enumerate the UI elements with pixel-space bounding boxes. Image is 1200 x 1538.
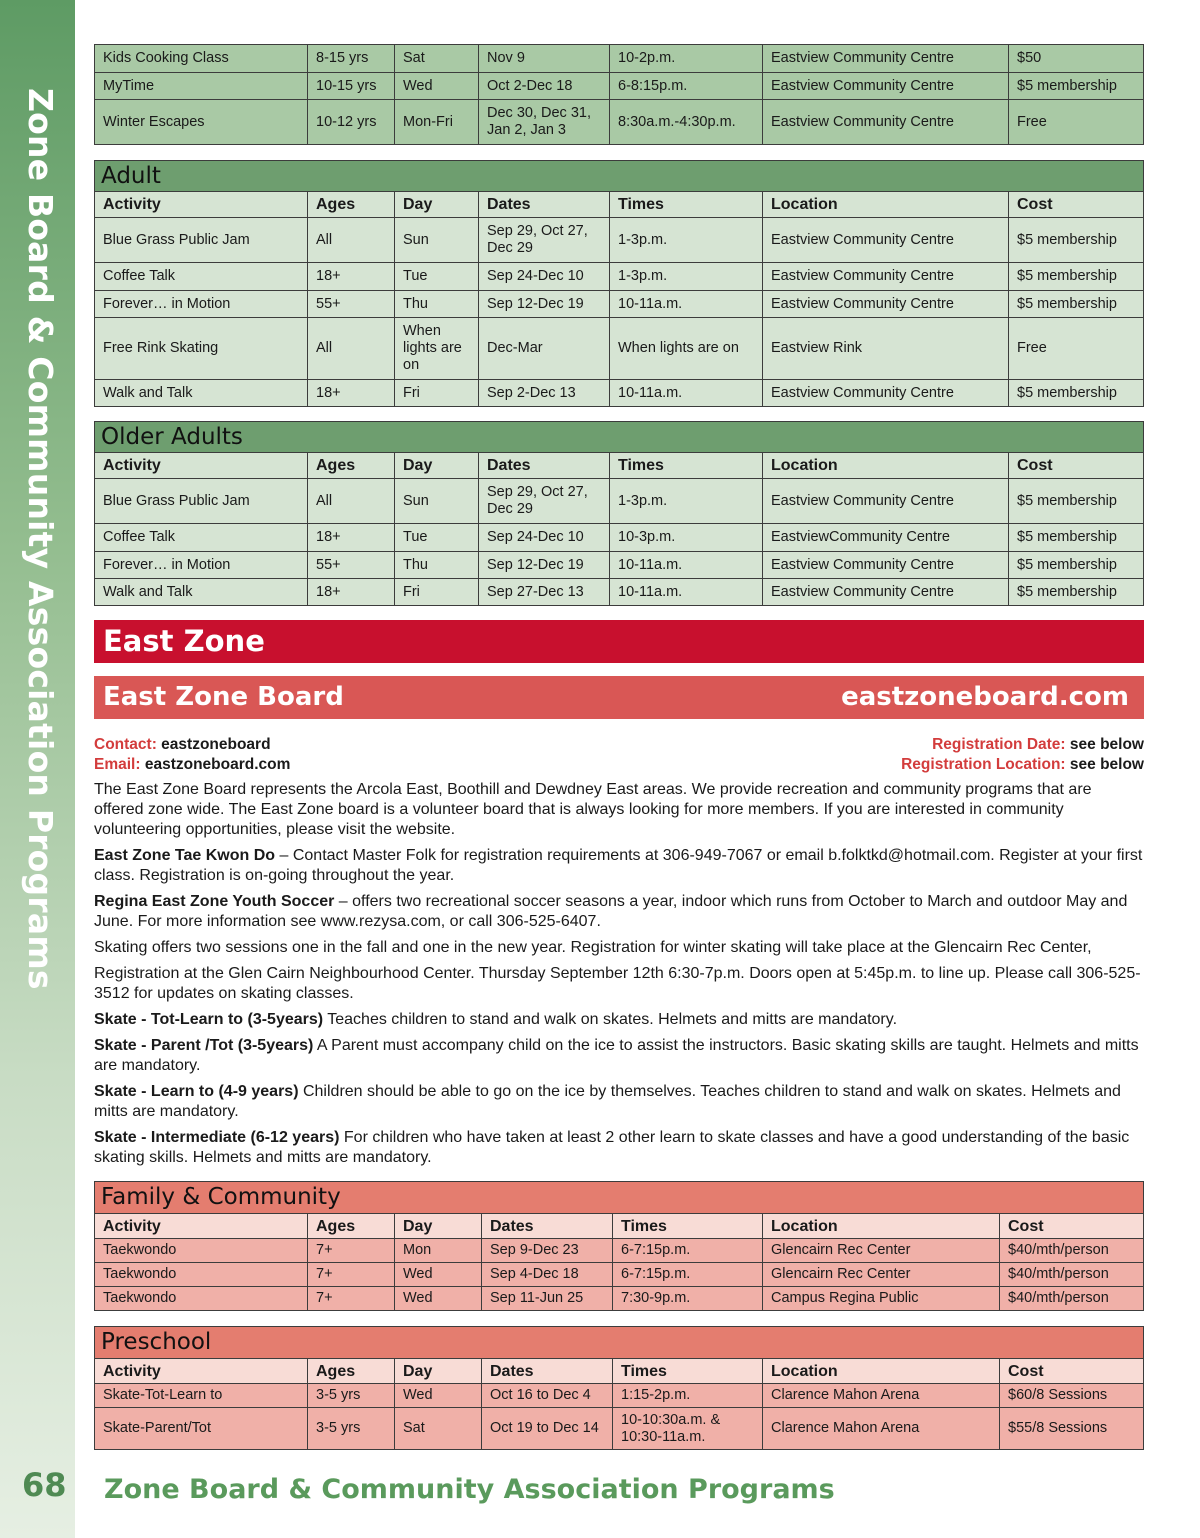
skate-learn-title: Skate - Learn to (4-9 years) bbox=[94, 1083, 299, 1100]
table-cell: $5 membership bbox=[1009, 218, 1144, 263]
table-cell: 7+ bbox=[308, 1239, 395, 1263]
reg-date-label: Registration Date: bbox=[932, 736, 1066, 753]
column-header: Times bbox=[610, 453, 763, 479]
board-name: East Zone Board bbox=[103, 682, 344, 712]
skate-parent-paragraph bbox=[94, 1036, 1144, 1076]
table-cell: Tue bbox=[395, 263, 479, 291]
skating-paragraph-2: Registration at the Glen Cairn Neighbourhood Center. Thursday September 12th 6:30-7p.m. Doors open at 5:45p.m. to line up. Please call 306-525-3512 for updates on skating classes. bbox=[94, 965, 1141, 1002]
tkd-text: – Contact Master Folk for registration requirements at 306-949-7067 or email b.folktkd@hotmail.com. Register at your first class. Registration is on-going throughout the year. bbox=[94, 847, 1143, 884]
table-row bbox=[95, 100, 1144, 145]
table-cell: When lights are on bbox=[395, 318, 479, 380]
preschool-table bbox=[94, 1326, 1144, 1450]
table-cell: Dec 30, Dec 31, Jan 2, Jan 3 bbox=[479, 100, 610, 145]
table-cell: Thu bbox=[395, 291, 479, 318]
family-section-title: Family & Community bbox=[95, 1182, 1144, 1214]
table-cell: Forever… in Motion bbox=[95, 291, 308, 318]
column-header: Day bbox=[395, 192, 479, 218]
table-cell: All bbox=[308, 479, 395, 524]
table-cell: 7:30-9p.m. bbox=[613, 1287, 763, 1311]
column-header: Activity bbox=[95, 192, 308, 218]
table-cell: Clarence Mahon Arena bbox=[763, 1384, 1000, 1408]
skate-learn-text: Children should be able to go on the ice by themselves. Teaches children to stand and walk on skates. Helmets and mitts are mandatory. bbox=[94, 1083, 1121, 1120]
table-cell: $40/mth/person bbox=[1000, 1287, 1144, 1311]
table-cell: Taekwondo bbox=[95, 1287, 308, 1311]
table-cell: Sep 2-Dec 13 bbox=[479, 380, 610, 407]
skate-tot-title: Skate - Tot-Learn to (3-5years) bbox=[94, 1011, 324, 1028]
table-cell: Skate-Parent/Tot bbox=[95, 1408, 308, 1450]
column-header: Location bbox=[763, 1359, 1000, 1384]
column-header: Location bbox=[763, 1214, 1000, 1239]
table-cell: Wed bbox=[395, 1263, 482, 1287]
registration-info bbox=[901, 735, 1144, 775]
table-cell: Kids Cooking Class bbox=[95, 45, 308, 73]
table-cell: 7+ bbox=[308, 1263, 395, 1287]
contact-label: Contact: bbox=[94, 736, 157, 753]
skate-intermediate-text: For children who have taken at least 2 other learn to skate classes and have a good understanding of the basic skating skills. Helmets and mitts are mandatory. bbox=[94, 1129, 1130, 1166]
table-cell: 1-3p.m. bbox=[610, 263, 763, 291]
table-cell: 55+ bbox=[308, 552, 395, 579]
table-cell: Sat bbox=[395, 45, 479, 73]
table-cell: Eastview Community Centre bbox=[763, 291, 1009, 318]
table-cell: 8-15 yrs bbox=[308, 45, 395, 73]
table-cell: Wed bbox=[395, 1384, 482, 1408]
column-header: Ages bbox=[308, 192, 395, 218]
table-cell: Sep 12-Dec 19 bbox=[479, 291, 610, 318]
table-cell: Sep 12-Dec 19 bbox=[479, 552, 610, 579]
column-header: Dates bbox=[482, 1214, 613, 1239]
table-cell: Sep 24-Dec 10 bbox=[479, 263, 610, 291]
table-cell: EastviewCommunity Centre bbox=[763, 524, 1009, 552]
page-number: 68 bbox=[22, 1466, 67, 1504]
soccer-text: – offers two recreational soccer seasons a year, indoor which runs from October to March and outdoor May and June. For more information see www.rezysa.com, or call 306-525-6407. bbox=[94, 893, 1128, 930]
table-cell: Sep 9-Dec 23 bbox=[482, 1239, 613, 1263]
table-row bbox=[95, 552, 1144, 579]
reg-location-label: Registration Location: bbox=[901, 756, 1066, 773]
east-zone-banner: East Zone bbox=[94, 620, 1144, 663]
table-cell: 7+ bbox=[308, 1287, 395, 1311]
column-header: Activity bbox=[95, 1359, 308, 1384]
table-cell: All bbox=[308, 218, 395, 263]
table-row bbox=[95, 579, 1144, 606]
intro-paragraph: The East Zone Board represents the Arcola East, Boothill and Dewdney East areas. We provide recreation and community programs that are offered zone wide. The East Zone board is a volunteer board that is always looking for more members. If you are interested in community volunteering opportunities, please visit the website. bbox=[94, 781, 1092, 838]
table-cell: 10-11a.m. bbox=[610, 552, 763, 579]
column-header: Day bbox=[395, 1359, 482, 1384]
column-header: Dates bbox=[482, 1359, 613, 1384]
table-cell: Thu bbox=[395, 552, 479, 579]
table-cell: $5 membership bbox=[1009, 552, 1144, 579]
adult-table bbox=[94, 160, 1144, 407]
table-cell: Eastview Community Centre bbox=[763, 45, 1009, 73]
table-cell: Coffee Talk bbox=[95, 524, 308, 552]
table-cell: Wed bbox=[395, 73, 479, 100]
table-cell: $5 membership bbox=[1009, 579, 1144, 606]
column-header: Dates bbox=[479, 192, 610, 218]
family-header-row bbox=[95, 1214, 1144, 1239]
column-header: Cost bbox=[1009, 453, 1144, 479]
table-row bbox=[95, 1384, 1144, 1408]
table-cell: Winter Escapes bbox=[95, 100, 308, 145]
table-cell: Taekwondo bbox=[95, 1263, 308, 1287]
column-header: Activity bbox=[95, 1214, 308, 1239]
adult-header-row bbox=[95, 192, 1144, 218]
table-cell: 1-3p.m. bbox=[610, 479, 763, 524]
table-cell: Free bbox=[1009, 100, 1144, 145]
table-cell: Fri bbox=[395, 380, 479, 407]
east-zone-description bbox=[94, 780, 1144, 1174]
table-cell: $5 membership bbox=[1009, 380, 1144, 407]
skate-intermediate-title: Skate - Intermediate (6-12 years) bbox=[94, 1129, 340, 1146]
footer-title: Zone Board & Community Association Programs bbox=[104, 1474, 835, 1505]
table-cell: 10-3p.m. bbox=[610, 524, 763, 552]
table-cell: Eastview Community Centre bbox=[763, 73, 1009, 100]
skate-intermediate-paragraph bbox=[94, 1128, 1144, 1168]
contact-info bbox=[94, 735, 290, 775]
preschool-header-row bbox=[95, 1359, 1144, 1384]
table-cell: 3-5 yrs bbox=[308, 1408, 395, 1450]
reg-date-value: see below bbox=[1069, 736, 1144, 753]
table-cell: $5 membership bbox=[1009, 73, 1144, 100]
column-header: Activity bbox=[95, 453, 308, 479]
table-cell: Wed bbox=[395, 1287, 482, 1311]
table-cell: Mon-Fri bbox=[395, 100, 479, 145]
column-header: Cost bbox=[1009, 192, 1144, 218]
column-header: Ages bbox=[308, 1214, 395, 1239]
column-header: Location bbox=[763, 453, 1009, 479]
table-cell: MyTime bbox=[95, 73, 308, 100]
table-cell: Oct 16 to Dec 4 bbox=[482, 1384, 613, 1408]
skate-learn-paragraph bbox=[94, 1082, 1144, 1122]
table-row bbox=[95, 380, 1144, 407]
table-cell: 6-7:15p.m. bbox=[613, 1263, 763, 1287]
table-cell: $5 membership bbox=[1009, 479, 1144, 524]
table-cell: Glencairn Rec Center bbox=[763, 1239, 1000, 1263]
table-cell: Sat bbox=[395, 1408, 482, 1450]
preschool-section-title: Preschool bbox=[95, 1327, 1144, 1359]
table-row bbox=[95, 479, 1144, 524]
reg-location-value: see below bbox=[1069, 756, 1144, 773]
email-value[interactable]: eastzoneboard.com bbox=[144, 756, 291, 773]
table-cell: Dec-Mar bbox=[479, 318, 610, 380]
table-cell: Free Rink Skating bbox=[95, 318, 308, 380]
column-header: Ages bbox=[308, 1359, 395, 1384]
table-cell: Tue bbox=[395, 524, 479, 552]
table-row bbox=[95, 524, 1144, 552]
table-cell: Sep 29, Oct 27, Dec 29 bbox=[479, 479, 610, 524]
table-row bbox=[95, 73, 1144, 100]
table-row bbox=[95, 1287, 1144, 1311]
skate-tot-paragraph bbox=[94, 1010, 1144, 1030]
table-cell: Eastview Community Centre bbox=[763, 100, 1009, 145]
adult-section-title: Adult bbox=[95, 161, 1144, 192]
table-cell: Free bbox=[1009, 318, 1144, 380]
table-cell: Eastview Community Centre bbox=[763, 579, 1009, 606]
table-row bbox=[95, 291, 1144, 318]
table-cell: Glencairn Rec Center bbox=[763, 1263, 1000, 1287]
table-cell: $40/mth/person bbox=[1000, 1239, 1144, 1263]
table-row bbox=[95, 1239, 1144, 1263]
table-cell: Eastview Community Centre bbox=[763, 479, 1009, 524]
tkd-paragraph bbox=[94, 846, 1144, 886]
table-cell: 6-7:15p.m. bbox=[613, 1239, 763, 1263]
table-cell: 10-12 yrs bbox=[308, 100, 395, 145]
table-cell: Oct 19 to Dec 14 bbox=[482, 1408, 613, 1450]
table-cell: 1:15-2p.m. bbox=[613, 1384, 763, 1408]
table-cell: 10-11a.m. bbox=[610, 579, 763, 606]
table-cell: 10-11a.m. bbox=[610, 380, 763, 407]
table-cell: 10-10:30a.m. & 10:30-11a.m. bbox=[613, 1408, 763, 1450]
column-header: Ages bbox=[308, 453, 395, 479]
table-cell: Clarence Mahon Arena bbox=[763, 1408, 1000, 1450]
table-cell: Sep 29, Oct 27, Dec 29 bbox=[479, 218, 610, 263]
table-cell: 8:30a.m.-4:30p.m. bbox=[610, 100, 763, 145]
table-row bbox=[95, 1408, 1144, 1450]
table-cell: Eastview Community Centre bbox=[763, 263, 1009, 291]
table-cell: Fri bbox=[395, 579, 479, 606]
table-cell: $5 membership bbox=[1009, 263, 1144, 291]
table-cell: $60/8 Sessions bbox=[1000, 1384, 1144, 1408]
table-row bbox=[95, 45, 1144, 73]
table-cell: Sep 4-Dec 18 bbox=[482, 1263, 613, 1287]
table-row bbox=[95, 1263, 1144, 1287]
table-cell: Blue Grass Public Jam bbox=[95, 218, 308, 263]
table-cell: 18+ bbox=[308, 579, 395, 606]
family-community-table bbox=[94, 1181, 1144, 1311]
soccer-paragraph bbox=[94, 892, 1144, 932]
table-cell: Taekwondo bbox=[95, 1239, 308, 1263]
skate-parent-text: A Parent must accompany child on the ice to assist the instructors. Basic skating skills are taught. Helmets and mitts are mandatory. bbox=[94, 1037, 1139, 1074]
email-label: Email: bbox=[94, 756, 141, 773]
column-header: Cost bbox=[1000, 1359, 1144, 1384]
table-cell: 10-2p.m. bbox=[610, 45, 763, 73]
column-header: Day bbox=[395, 1214, 482, 1239]
column-header: Times bbox=[613, 1359, 763, 1384]
side-title: Zone Board & Community Association Programs bbox=[21, 88, 60, 990]
tkd-title: East Zone Tae Kwon Do bbox=[94, 847, 276, 864]
table-cell: $40/mth/person bbox=[1000, 1263, 1144, 1287]
table-cell: Blue Grass Public Jam bbox=[95, 479, 308, 524]
table-cell: When lights are on bbox=[610, 318, 763, 380]
table-cell: Sep 24-Dec 10 bbox=[479, 524, 610, 552]
table-row bbox=[95, 318, 1144, 380]
table-cell: Eastview Rink bbox=[763, 318, 1009, 380]
table-cell: Eastview Community Centre bbox=[763, 552, 1009, 579]
table-cell: Forever… in Motion bbox=[95, 552, 308, 579]
table-cell: Sun bbox=[395, 218, 479, 263]
table-cell: All bbox=[308, 318, 395, 380]
table-cell: 1-3p.m. bbox=[610, 218, 763, 263]
board-url-link[interactable]: eastzoneboard.com bbox=[841, 682, 1129, 712]
table-cell: Coffee Talk bbox=[95, 263, 308, 291]
table-cell: $5 membership bbox=[1009, 291, 1144, 318]
column-header: Times bbox=[613, 1214, 763, 1239]
table-cell: Oct 2-Dec 18 bbox=[479, 73, 610, 100]
table-cell: Eastview Community Centre bbox=[763, 380, 1009, 407]
table-cell: Sep 11-Jun 25 bbox=[482, 1287, 613, 1311]
table-cell: Campus Regina Public bbox=[763, 1287, 1000, 1311]
youth-table bbox=[94, 44, 1144, 145]
table-cell: Walk and Talk bbox=[95, 579, 308, 606]
table-cell: Eastview Community Centre bbox=[763, 218, 1009, 263]
table-cell: Skate-Tot-Learn to bbox=[95, 1384, 308, 1408]
table-cell: 18+ bbox=[308, 380, 395, 407]
skating-paragraph-1: Skating offers two sessions one in the fall and one in the new year. Registration for winter skating will take place at the Glencairn Rec Center, bbox=[94, 939, 1092, 956]
table-cell: Walk and Talk bbox=[95, 380, 308, 407]
table-cell: 3-5 yrs bbox=[308, 1384, 395, 1408]
table-row bbox=[95, 263, 1144, 291]
older-adults-header-row bbox=[95, 453, 1144, 479]
table-cell: 10-11a.m. bbox=[610, 291, 763, 318]
table-cell: $5 membership bbox=[1009, 524, 1144, 552]
older-adults-section-title: Older Adults bbox=[95, 422, 1144, 453]
skate-parent-title: Skate - Parent /Tot (3-5years) bbox=[94, 1037, 314, 1054]
table-cell: 18+ bbox=[308, 524, 395, 552]
table-cell: $50 bbox=[1009, 45, 1144, 73]
table-cell: Sun bbox=[395, 479, 479, 524]
older-adults-table bbox=[94, 421, 1144, 606]
table-cell: 18+ bbox=[308, 263, 395, 291]
table-row bbox=[95, 218, 1144, 263]
east-zone-board-banner bbox=[94, 676, 1144, 719]
skate-tot-text: Teaches children to stand and walk on skates. Helmets and mitts are mandatory. bbox=[323, 1011, 898, 1028]
contact-value: eastzoneboard bbox=[161, 736, 271, 753]
column-header: Dates bbox=[479, 453, 610, 479]
column-header: Day bbox=[395, 453, 479, 479]
table-cell: Mon bbox=[395, 1239, 482, 1263]
table-cell: Nov 9 bbox=[479, 45, 610, 73]
table-cell: 6-8:15p.m. bbox=[610, 73, 763, 100]
table-cell: 55+ bbox=[308, 291, 395, 318]
column-header: Cost bbox=[1000, 1214, 1144, 1239]
column-header: Location bbox=[763, 192, 1009, 218]
column-header: Times bbox=[610, 192, 763, 218]
table-cell: $55/8 Sessions bbox=[1000, 1408, 1144, 1450]
soccer-title: Regina East Zone Youth Soccer bbox=[94, 893, 335, 910]
table-cell: 10-15 yrs bbox=[308, 73, 395, 100]
table-cell: Sep 27-Dec 13 bbox=[479, 579, 610, 606]
